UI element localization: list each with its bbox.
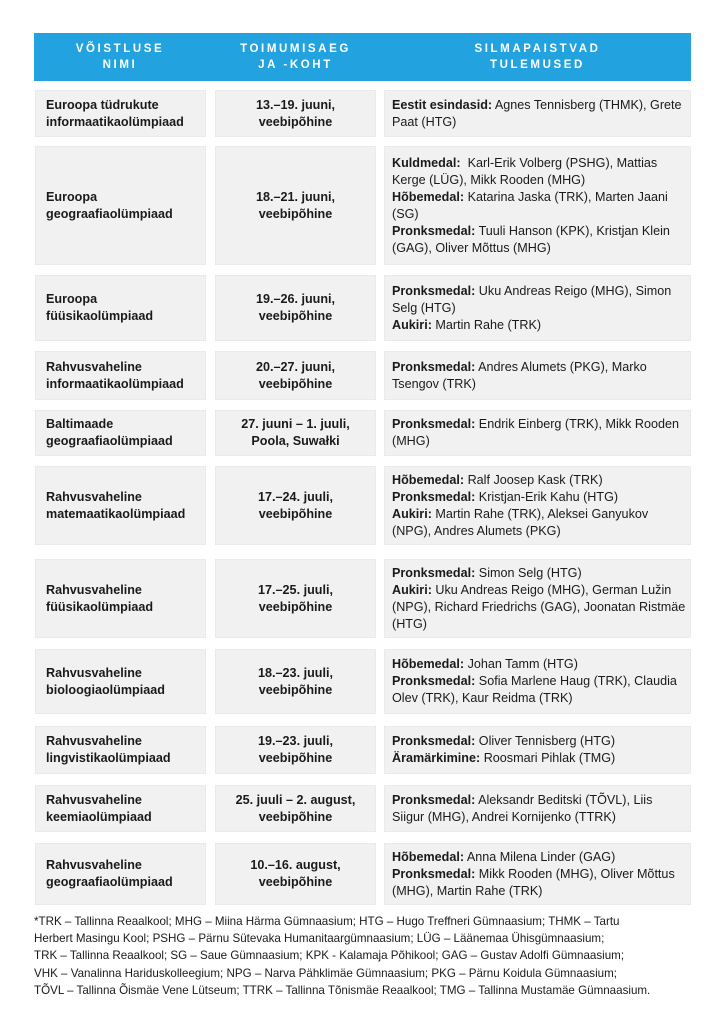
time-place-cell xyxy=(215,146,376,265)
medal-winners: Karl-Erik Volberg (PSHG), Mattias Kerge (LÜG), Mikk Rooden (MHG) xyxy=(392,155,661,187)
table-header xyxy=(34,33,691,81)
result-entry xyxy=(392,97,686,131)
competition-name-cell xyxy=(35,843,206,905)
medal-label: Pronksmedal: xyxy=(392,734,476,748)
result-entry xyxy=(392,359,686,393)
competition-name-cell-text: Rahvusvaheline informaatikaolümpiaad xyxy=(46,359,184,391)
time-place-cell-text: 17.–24. juuli, veebipõhine xyxy=(258,489,333,521)
time-place-cell-text: 10.–16. august, veebipõhine xyxy=(250,858,341,889)
results-cell xyxy=(384,785,691,832)
medal-label: Aukiri: xyxy=(392,506,432,521)
medal-winners: Uku Andreas Reigo (MHG), German Lužin (NPG), Richard Friedrichs (GAG), Joonatan Ristmäe (HTG) xyxy=(392,582,689,631)
time-place-cell-text: 27. juuni – 1. juuli, Poola, Suwałki xyxy=(241,417,350,448)
medal-winners: Anna Milena Linder (GAG) xyxy=(464,849,616,864)
results-list xyxy=(392,155,686,257)
time-place-cell-text: 18.–23. juuli, veebipõhine xyxy=(258,665,333,697)
results-cell xyxy=(384,649,691,714)
medal-winners: Sofia Marlene Haug (TRK), Claudia Olev (TRK), Kaur Reidma (TRK) xyxy=(392,674,681,705)
medal-winners: Uku Andreas Reigo (MHG), Simon Selg (HTG) xyxy=(392,283,675,315)
results-cell xyxy=(384,275,691,341)
results-cell xyxy=(384,146,691,265)
result-entry xyxy=(392,506,686,540)
time-place-cell xyxy=(215,275,376,341)
results-list xyxy=(392,283,686,334)
medal-label: Pronksmedal: xyxy=(392,674,476,688)
footnote-line: TRK – Tallinna Reaalkool; SG – Saue Gümnaasium; KPK - Kalamaja Põhikool; GAG – Gustav Adolfi Gümnaasium; xyxy=(34,949,625,963)
competition-name-cell-text: Rahvusvaheline keemiaolümpiaad xyxy=(46,792,152,824)
competition-name-cell-text: Baltimaade geograafiaolümpiaad xyxy=(46,417,173,448)
results-list xyxy=(392,733,615,767)
header-competition-name: VÕISTLUSE NIMI xyxy=(75,43,165,71)
competition-name-cell xyxy=(35,726,206,774)
competition-name-cell-text: Euroopa geograafiaolümpiaad xyxy=(46,189,173,221)
result-entry xyxy=(392,189,686,223)
medal-label: Pronksmedal: xyxy=(392,792,476,807)
footnote-line: *TRK – Tallinna Reaalkool; MHG – Miina Härma Gümnaasium; HTG – Hugo Treffneri Gümnaasium; THMK – Tartu xyxy=(34,915,620,928)
results-cell xyxy=(384,90,691,137)
time-place-cell-text: 25. juuli – 2. august, veebipõhine xyxy=(235,792,356,824)
medal-winners: Roosmari Pihlak (TMG) xyxy=(480,751,616,765)
competition-name-cell xyxy=(35,466,206,545)
results-list xyxy=(392,359,686,393)
medal-winners: Andres Alumets (PKG), Marko Tsengov (TRK) xyxy=(392,359,651,391)
results-cell xyxy=(384,726,691,774)
result-entry xyxy=(392,582,689,633)
result-entry xyxy=(392,223,686,257)
time-place-cell xyxy=(215,559,376,638)
header-results: SILMAPAISTVAD TULEMUSED xyxy=(474,43,601,71)
medal-winners: Oliver Tennisberg (HTG) xyxy=(475,734,616,748)
medal-winners: Martin Rahe (TRK) xyxy=(431,317,542,332)
results-list xyxy=(392,416,686,450)
time-place-cell-text: 20.–27. juuni, veebipõhine xyxy=(255,359,336,391)
medal-label: Kuldmedal: xyxy=(392,155,461,170)
result-entry xyxy=(392,866,686,900)
time-place-cell-text: 13.–19. juuni, veebipõhine xyxy=(255,97,336,129)
time-place-cell xyxy=(215,410,376,456)
results-cell xyxy=(384,559,691,638)
medal-winners: Katarina Jaska (TRK), Marten Jaani (SG) xyxy=(392,189,672,221)
result-entry xyxy=(392,849,686,866)
medal-label: Aukiri: xyxy=(392,582,432,597)
time-place-cell xyxy=(215,843,376,905)
time-place-cell-text: 18.–21. juuni, veebipõhine xyxy=(255,189,336,221)
medal-label: Pronksmedal: xyxy=(392,866,476,881)
results-cell xyxy=(384,466,691,545)
medal-label: Hõbemedal: xyxy=(392,849,465,864)
medal-label: Aukiri: xyxy=(392,317,432,332)
medal-winners: Aleksandr Beditski (TÕVL), Liis Siigur (MHG), Andrei Kornijenko (TTRK) xyxy=(392,792,656,824)
time-place-cell xyxy=(215,90,376,137)
results-cell xyxy=(384,843,691,905)
competition-name-cell xyxy=(35,351,206,400)
medal-winners: Kristjan-Erik Kahu (HTG) xyxy=(475,489,619,504)
result-entry xyxy=(392,489,686,506)
competition-name-cell xyxy=(35,275,206,341)
results-list xyxy=(392,849,686,900)
competition-name-cell-text: Rahvusvaheline lingvistikaolümpiaad xyxy=(46,734,171,765)
competition-name-cell-text: Rahvusvaheline matemaatikaolümpiaad xyxy=(46,489,186,521)
footnote-line: Herbert Masingu Kool; PSHG – Pärnu Sütevaka Humanitaargümnaasium; LÜG – Läänemaa Ühisgümnaasium; xyxy=(34,932,605,946)
header-time-place: TOIMUMISAEG JA -KOHT xyxy=(240,43,351,71)
results-cell xyxy=(384,410,691,456)
results-list xyxy=(392,97,686,131)
medal-label: Hõbemedal: xyxy=(392,472,465,487)
result-entry xyxy=(392,283,686,317)
competition-name-cell xyxy=(35,785,206,832)
time-place-cell-text: 19.–26. juuni, veebipõhine xyxy=(255,292,336,323)
medal-winners: Martin Rahe (TRK), Aleksei Ganyukov (NPG), Andres Alumets (PKG) xyxy=(392,506,652,538)
time-place-cell xyxy=(215,726,376,774)
medal-label: Hõbemedal: xyxy=(392,189,465,204)
competition-name-cell xyxy=(35,410,206,456)
results-list xyxy=(392,472,686,540)
footnote-abbreviations xyxy=(34,913,704,999)
medal-label: Pronksmedal: xyxy=(392,223,476,238)
medal-label: Pronksmedal: xyxy=(392,283,476,298)
medal-winners: Ralf Joosep Kask (TRK) xyxy=(464,472,603,487)
competition-name-cell-text: Euroopa füüsikaolümpiaad xyxy=(46,292,154,323)
competition-name-cell-text: Euroopa tüdrukute informaatikaolümpiaad xyxy=(46,97,184,129)
footnote-line: VHK – Vanalinna Hariduskolleegium; NPG – Narva Pähklimäe Gümnaasium; PKG – Pärnu Koidula Gümnaasium; xyxy=(34,966,617,980)
medal-winners: Tuuli Hanson (KPK), Kristjan Klein (GAG), Oliver Mõttus (MHG) xyxy=(392,223,674,255)
medal-winners: Johan Tamm (HTG) xyxy=(464,657,578,671)
medal-label: Pronksmedal: xyxy=(392,359,476,374)
medal-label: Eestit esindasid: xyxy=(392,97,493,112)
medal-label: Pronksmedal: xyxy=(392,417,476,431)
time-place-cell xyxy=(215,466,376,545)
result-entry xyxy=(392,673,686,707)
competition-name-cell-text: Rahvusvaheline bioloogiaolümpiaad xyxy=(46,665,165,697)
results-list xyxy=(392,792,686,826)
result-entry xyxy=(392,416,686,450)
medal-winners: Agnes Tennisberg (THMK), Grete Paat (HTG) xyxy=(392,97,686,129)
results-list xyxy=(392,565,689,633)
result-entry xyxy=(392,472,686,489)
medal-label: Pronksmedal: xyxy=(392,565,476,580)
result-entry xyxy=(392,317,686,334)
medal-label: Pronksmedal: xyxy=(392,489,476,504)
competition-name-cell xyxy=(35,559,206,638)
result-entry xyxy=(392,792,686,826)
results-cell xyxy=(384,351,691,400)
medal-winners: Simon Selg (HTG) xyxy=(475,565,582,580)
competition-name-cell xyxy=(35,146,206,265)
footnote-line: TÕVL – Tallinna Õismäe Vene Lütseum; TTRK – Tallinna Tõnismäe Reaalkool; TMG – Tallinna Mustamäe Gümnaasium. xyxy=(34,983,651,997)
result-entry xyxy=(392,733,615,750)
medal-label: Äramärkimine: xyxy=(392,751,481,765)
competition-name-cell xyxy=(35,649,206,714)
result-entry xyxy=(392,565,686,582)
time-place-cell xyxy=(215,649,376,714)
time-place-cell xyxy=(215,785,376,832)
result-entry xyxy=(392,656,686,673)
competition-name-cell-text: Rahvusvaheline geograafiaolümpiaad xyxy=(46,858,173,889)
result-entry xyxy=(392,155,686,189)
time-place-cell-text: 19.–23. juuli, veebipõhine xyxy=(258,734,333,765)
medal-winners: Endrik Einberg (TRK), Mikk Rooden (MHG) xyxy=(392,417,683,448)
result-entry xyxy=(392,750,615,767)
competition-name-cell-text: Rahvusvaheline füüsikaolümpiaad xyxy=(46,582,154,614)
time-place-cell-text: 17.–25. juuli, veebipõhine xyxy=(258,582,333,614)
competition-name-cell xyxy=(35,90,206,137)
time-place-cell xyxy=(215,351,376,400)
medal-winners: Mikk Rooden (MHG), Oliver Mõttus (MHG), Martin Rahe (TRK) xyxy=(392,866,679,898)
results-list xyxy=(392,656,686,707)
medal-label: Hõbemedal: xyxy=(392,657,465,671)
